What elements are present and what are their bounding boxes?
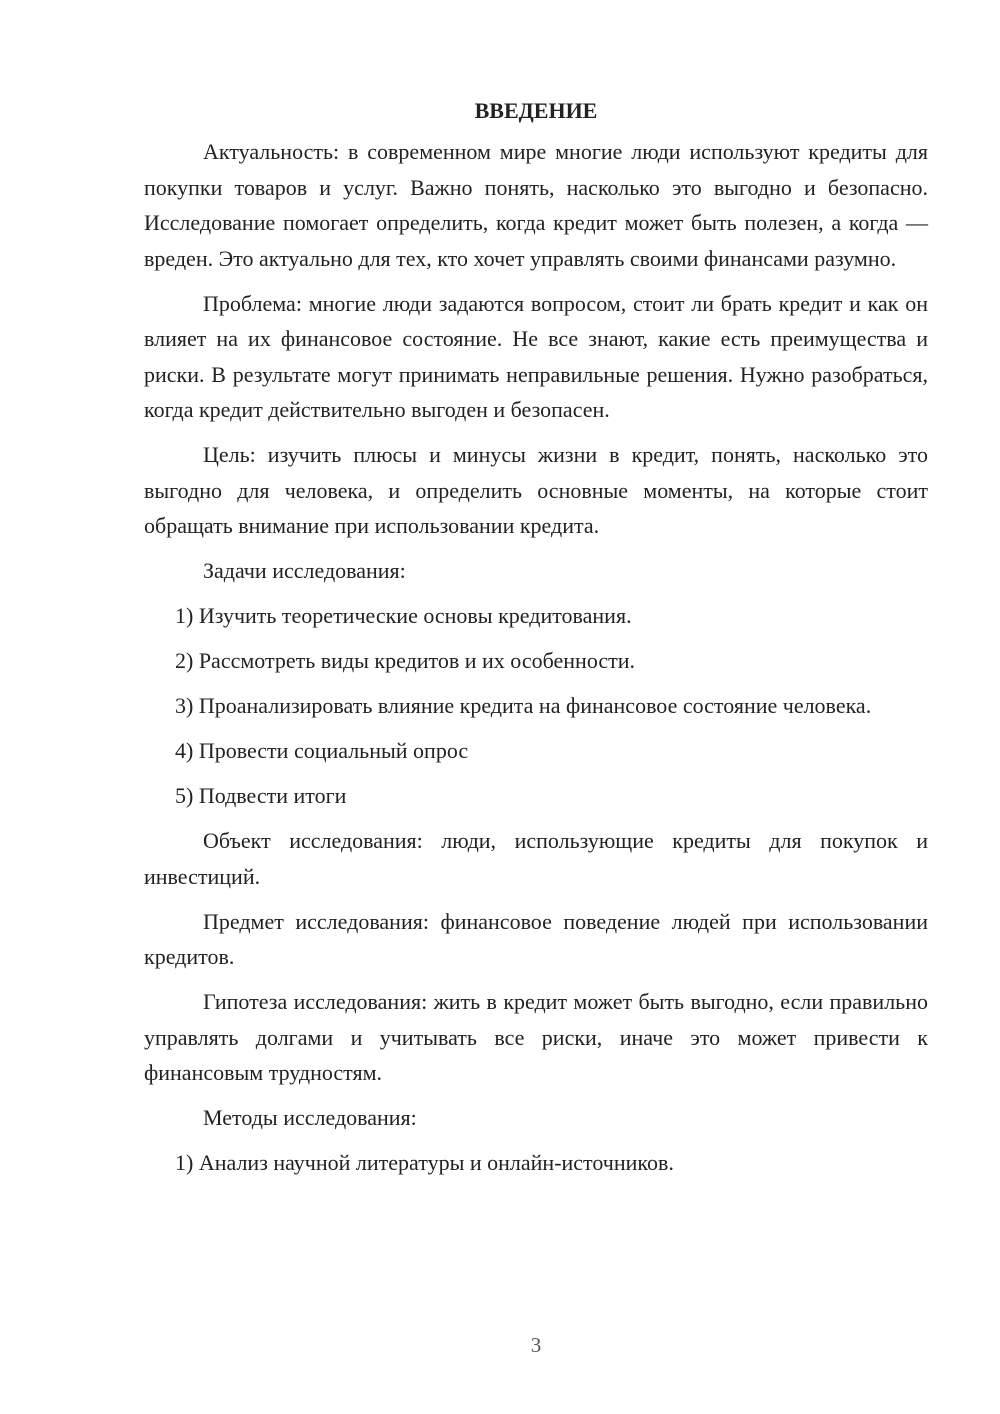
- object-paragraph: Объект исследования: люди, использующие кредиты для покупок и инвестиций.: [144, 828, 928, 889]
- hypothesis-paragraph: Гипотеза исследования: жить в кредит может быть выгодно, если правильно управлять долгами и учитывать все риски, иначе это может привести к финансовым трудностям.: [144, 989, 928, 1085]
- problem-paragraph: Проблема: многие люди задаются вопросом, стоит ли брать кредит и как он влияет на их финансовое состояние. Не все знают, какие есть преимущества и риски. В результате могут принимать неправильные решения. Нужно разобраться, когда кредит действительно выгоден и безопасен.: [144, 290, 928, 422]
- goal-paragraph: Цель: изучить плюсы и минусы жизни в кредит, понять, насколько это выгодно для человека, и определить основные моменты, на которые стоит обращать внимание при использовании кредита.: [144, 442, 928, 538]
- methods-heading: Методы исследования:: [203, 1105, 417, 1130]
- page-number: 3: [530, 1333, 542, 1357]
- task-item: 3) Проанализировать влияние кредита на финансовое состояние человека.: [175, 693, 872, 718]
- task-item: 5) Подвести итоги: [175, 783, 347, 808]
- document-page: [144, 96, 928, 1396]
- task-item: 2) Рассмотреть виды кредитов и их особенности.: [175, 648, 636, 673]
- section-title: ВВЕДЕНИЕ: [474, 98, 598, 123]
- subject-paragraph: Предмет исследования: финансовое поведение людей при использовании кредитов.: [144, 908, 928, 969]
- tasks-heading: Задачи исследования:: [203, 558, 406, 583]
- task-item: 4) Провести социальный опрос: [175, 738, 469, 763]
- relevance-paragraph: Актуальность: в современном мире многие люди используют кредиты для покупки товаров и услуг. Важно понять, насколько это выгодно и безопасно. Исследование помогает определить, когда кредит может быть полезен, а когда — вреден. Это актуально для тех, кто хочет управлять своими финансами разумно.: [144, 139, 928, 271]
- task-item: 1) Изучить теоретические основы кредитования.: [175, 603, 632, 628]
- method-item: 1) Анализ научной литературы и онлайн-источников.: [175, 1150, 674, 1175]
